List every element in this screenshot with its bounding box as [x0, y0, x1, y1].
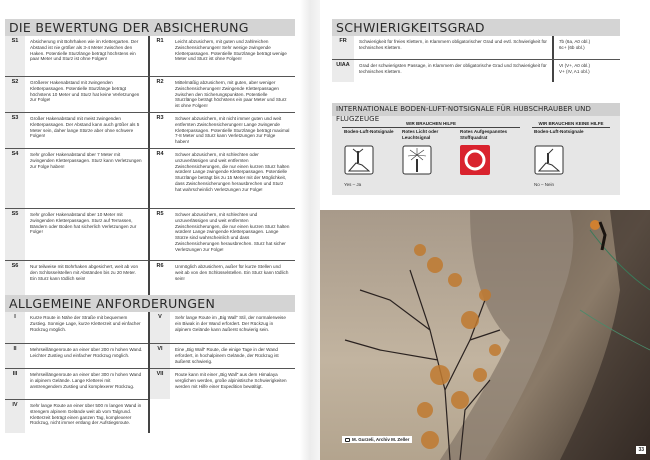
grade-examples	[554, 36, 620, 59]
safety-s-code: S1	[5, 36, 25, 76]
safety-s-text: Sehr großer Hakenabstand über 7 Meter mit zwingenden Kletterpassagen. Sturz kann Verletzungen zur Folge haben!	[30, 152, 142, 169]
safety-s-cell	[5, 36, 150, 76]
safety-r-code: R1	[156, 38, 164, 44]
safety-s-cell	[5, 76, 150, 112]
signal-label: Rotes Aufgespanntes Stoffquadrat	[460, 129, 508, 140]
page-number: 33	[638, 447, 644, 453]
requirement-code: VII	[150, 369, 170, 399]
photo-credit-text: M. Gurzeli, Archiv M. Zeller	[352, 437, 410, 442]
nohelp-header: WIR BRAUCHEN KEINE HILFE	[532, 121, 610, 128]
safety-r-text: Mittelmäßig abzusichern, mit guten, aber weniger Zwischensicherungen! Zwingende Kletterpassagen zwischen den Sicherungspunkten. Potentielle Sturzlänge beträgt höchstens ein paar Meter und Sturz ist ohne Folgen!	[175, 80, 287, 109]
requirement-row	[150, 312, 295, 343]
grade-example: VI (V+, A0 obl.)	[559, 63, 591, 68]
schwierigkeit-table	[332, 36, 620, 82]
help-header: WIR BRAUCHEN HILFE	[342, 121, 520, 128]
safety-r-cell	[150, 260, 295, 296]
safety-r-cell	[150, 76, 295, 112]
grade-text: Grad der schwierigsten Passage, in Klammern der obligatorische Grad und Schwierigkeit für technisches Klettern.	[354, 60, 554, 82]
anforderungen-table	[5, 312, 295, 433]
camera-icon	[345, 438, 350, 442]
grade-example: 6c+ (6b obl.)	[559, 44, 585, 50]
requirement-row	[5, 368, 148, 399]
signal-label: Boden-Luft-Notsignale	[344, 129, 394, 134]
requirement-row	[5, 343, 148, 368]
flare-icon	[402, 145, 458, 180]
requirement-row	[150, 368, 295, 399]
safety-r-text: Schwer abzusichern, mit nicht immer guten und weit entfernten Zwischensicherungen! Lange zwingende Kletterpassagen. Potentielle Sturzlänge beträgt maximal 7-8 Meter und Sturz kann Verletzungen zur Folge haben!	[175, 116, 290, 145]
safety-s-cell	[5, 112, 150, 148]
requirement-code: VI	[150, 344, 170, 368]
grade-row	[332, 36, 620, 59]
safety-s-text: Sehr großer Hakenabstand über 10 Meter mit zwingenden Kletterpassagen. Sturz auf Terrassen, Bändern oder Boden hat sicherlich Verletzungen zur Folge!	[30, 212, 137, 235]
signal-caption: Yes – Ja	[344, 182, 362, 187]
safety-s-code: S5	[5, 209, 25, 260]
safety-r-cell	[150, 148, 295, 208]
safety-r-text: Unmöglich abzusichern, außer für kurze Stellen und weit ab von den Schlüsselstellen. Ein Sturz kann tödlich sein!	[175, 264, 289, 281]
requirement-code: V	[150, 312, 170, 343]
safety-s-text: Nur teilweise mit Bohrhaken abgesichert, weit ab von den Schlüsselstellen mit Abständen bis zu 20 Meter. Ein Sturz kann tödlich sein!	[30, 264, 139, 281]
requirement-row	[5, 312, 148, 343]
right-page	[320, 0, 650, 460]
requirement-row	[150, 343, 295, 368]
requirement-code: IV	[5, 400, 25, 433]
notsignale-section	[332, 103, 620, 195]
absicherung-row	[5, 112, 295, 148]
signal-caption: No – Nein	[534, 182, 555, 187]
grade-example: V+ (IV, A1 obl.)	[559, 68, 590, 74]
absicherung-row	[5, 36, 295, 76]
safety-s-cell	[5, 148, 150, 208]
safety-r-code: R5	[156, 211, 164, 217]
requirement-text: Sehr lange Route im „Big Wall“ Stil, der normalerweise ein Biwak in der Wand erfordert. Der Rückzug in alpinem Gelände kann äußerst schwierig sein.	[175, 315, 286, 332]
safety-s-code: S6	[5, 261, 25, 296]
signal-label: Rotes Licht oder Leuchtsignal	[402, 129, 439, 140]
anforderungen-right-column	[150, 312, 295, 433]
safety-s-text: Absicherung mit Bohrhaken wie im Klettergarten. Der Abstand ist nie größer als 3-4 Meter zwischen den Haken. Potentielle Sturzlänge beträgt höchstens ein paar Meter und Sturz ist ohne Folgen!	[30, 39, 139, 62]
requirement-text: Mehrseillängenroute an einer über 300 m hohen Wand in alpinem Gelände. Lange Kletterei mit anstrengendem Zustieg und komplexerer Rückzug.	[30, 372, 142, 389]
red-cloth-square-icon	[460, 145, 516, 180]
absicherung-title: DIE BEWERTUNG DER ABSICHERUNG	[5, 19, 295, 36]
requirement-code: II	[5, 344, 25, 368]
grade-examples	[554, 60, 620, 82]
signal-item	[344, 129, 400, 187]
safety-r-cell	[150, 208, 295, 260]
safety-r-code: R4	[156, 151, 164, 157]
schwierigkeit-section	[332, 19, 620, 82]
safety-s-cell	[5, 208, 150, 260]
safety-s-text: Größerer Hakenabstand mit zwingenden Kletterpassagen. Potentielle Sturzlänge beträgt höchstens 10 Meter und Sturz hat keine Verletzungen zur Folge!	[30, 80, 140, 103]
safety-r-text: Schwer abzusichern, mit schlechten oder unzuverlässigen und weit entfernten Zwischensicherungen, die nur einen kurzen Sturz halten würden! Lange zwingende Kletterpassagen. Potentielle Sturzlänge beträgt bis zu 15 Meter mit der Möglichkeit, dass Zwischensicherungen herausbrechen und Sturz hat wahrscheinlich Verletzungen zur Folge!	[175, 152, 290, 192]
safety-r-cell	[150, 112, 295, 148]
signal-item	[460, 129, 516, 180]
page-gutter	[300, 0, 320, 460]
signal-item	[402, 129, 458, 180]
safety-r-code: R3	[156, 115, 164, 121]
requirement-code: I	[5, 312, 25, 343]
climbing-photo	[320, 210, 650, 460]
person-arms-raised-icon	[344, 145, 400, 180]
person-one-arm-raised-icon	[534, 145, 590, 180]
grade-example: 7b (6a, A0 obl.)	[559, 39, 591, 44]
safety-r-cell	[150, 36, 295, 76]
grade-code: UIAA	[332, 60, 354, 82]
requirement-text: Kurze Route in Nähe der Straße mit bequemem Zustieg. Sonnige Lage, kurze Kletterzeit und einfacher Rückzug möglich.	[30, 315, 141, 332]
requirement-text: Route kann mit einer „Big Wall“ aus dem Himalaya verglichen werden, große alpinistische Schwierigkeiten werden mit Hilfe einer Expedition bewältigt.	[175, 372, 287, 389]
absicherung-row	[5, 76, 295, 112]
anforderungen-section	[5, 295, 295, 433]
safety-s-code: S3	[5, 113, 25, 148]
signal-label: Boden-Luft-Notsignale	[534, 129, 584, 134]
safety-s-code: S2	[5, 77, 25, 112]
schwierigkeit-title: SCHWIERIGKEITSGRAD	[332, 19, 620, 36]
requirement-code: III	[5, 369, 25, 399]
anforderungen-title: ALLGEMEINE ANFORDERUNGEN	[5, 295, 295, 312]
safety-s-text: Großer Hakenabstand mit meist zwingenden Kletterpassagen. Der Abstand kann auch größer als 5 Meter sein, daher lange Stürze aber ohne schwere Folgen!	[30, 116, 140, 139]
signal-item	[534, 129, 590, 187]
grade-text: Schwierigkeit für freies Klettern, in Klammern obligatorischer Grad und evtl. Schwierigkeit für technisches Klettern.	[354, 36, 554, 59]
safety-s-cell	[5, 260, 150, 296]
safety-r-code: R2	[156, 79, 164, 85]
grade-code: FR	[332, 36, 354, 59]
safety-r-text: Leicht abzusichern, mit guten und zahlreichen Zwischensicherungen! Sehr wenige zwingende Kletterpassagen. Potentielle Sturzlänge beträgt wenige Meter und Sturz ist ohne Folgen!	[175, 39, 287, 62]
photo-illustration	[320, 210, 650, 460]
absicherung-table	[5, 36, 295, 296]
notsignale-title: INTERNATIONALE BODEN-LUFT-NOTSIGNALE FÜR HUBSCHRAUBER UND FLUGZEUGE	[332, 103, 620, 116]
safety-r-text: Schwer abzusichern, mit schlechten und unzuverlässigen und weit entfernten Zwischensicherungen, die nur einen kurzen Sturz halten würden! Lange zwingende Kletterpassagen. Lange Stürze sind wahrscheinlich und dass Zwischensicherungen herausbrechen. Sturz hat sicher Verletzungen zur Folge!	[175, 212, 290, 252]
requirement-row	[5, 399, 148, 433]
requirement-text: Mehrseillängenroute an einer über 200 m hohen Wand. Leichter Zustieg und einfacher Rückzug möglich.	[30, 347, 143, 358]
safety-r-code: R6	[156, 263, 164, 269]
absicherung-row	[5, 148, 295, 208]
safety-s-code: S4	[5, 149, 25, 208]
absicherung-row	[5, 208, 295, 260]
requirement-text: Sehr lange Route an einer über 500 m langen Wand in strengem alpinem Gelände weit ab vom Talgrund. Kletterzeit beträgt einen ganzen Tag, komplexerer Rückzug, nicht immer entlang der Aufstiegsroute.	[30, 403, 142, 426]
photo-credit	[342, 436, 412, 443]
requirement-text: Eine „Big Wall“ Route, die einige Tage in der Wand erfordert, in hochalpinem Gelände, der Rückzug ist äußerst schwierig.	[175, 347, 279, 364]
left-page	[0, 0, 310, 460]
anforderungen-left-column	[5, 312, 150, 433]
grade-row	[332, 59, 620, 82]
absicherung-row	[5, 260, 295, 296]
absicherung-section	[5, 19, 295, 296]
